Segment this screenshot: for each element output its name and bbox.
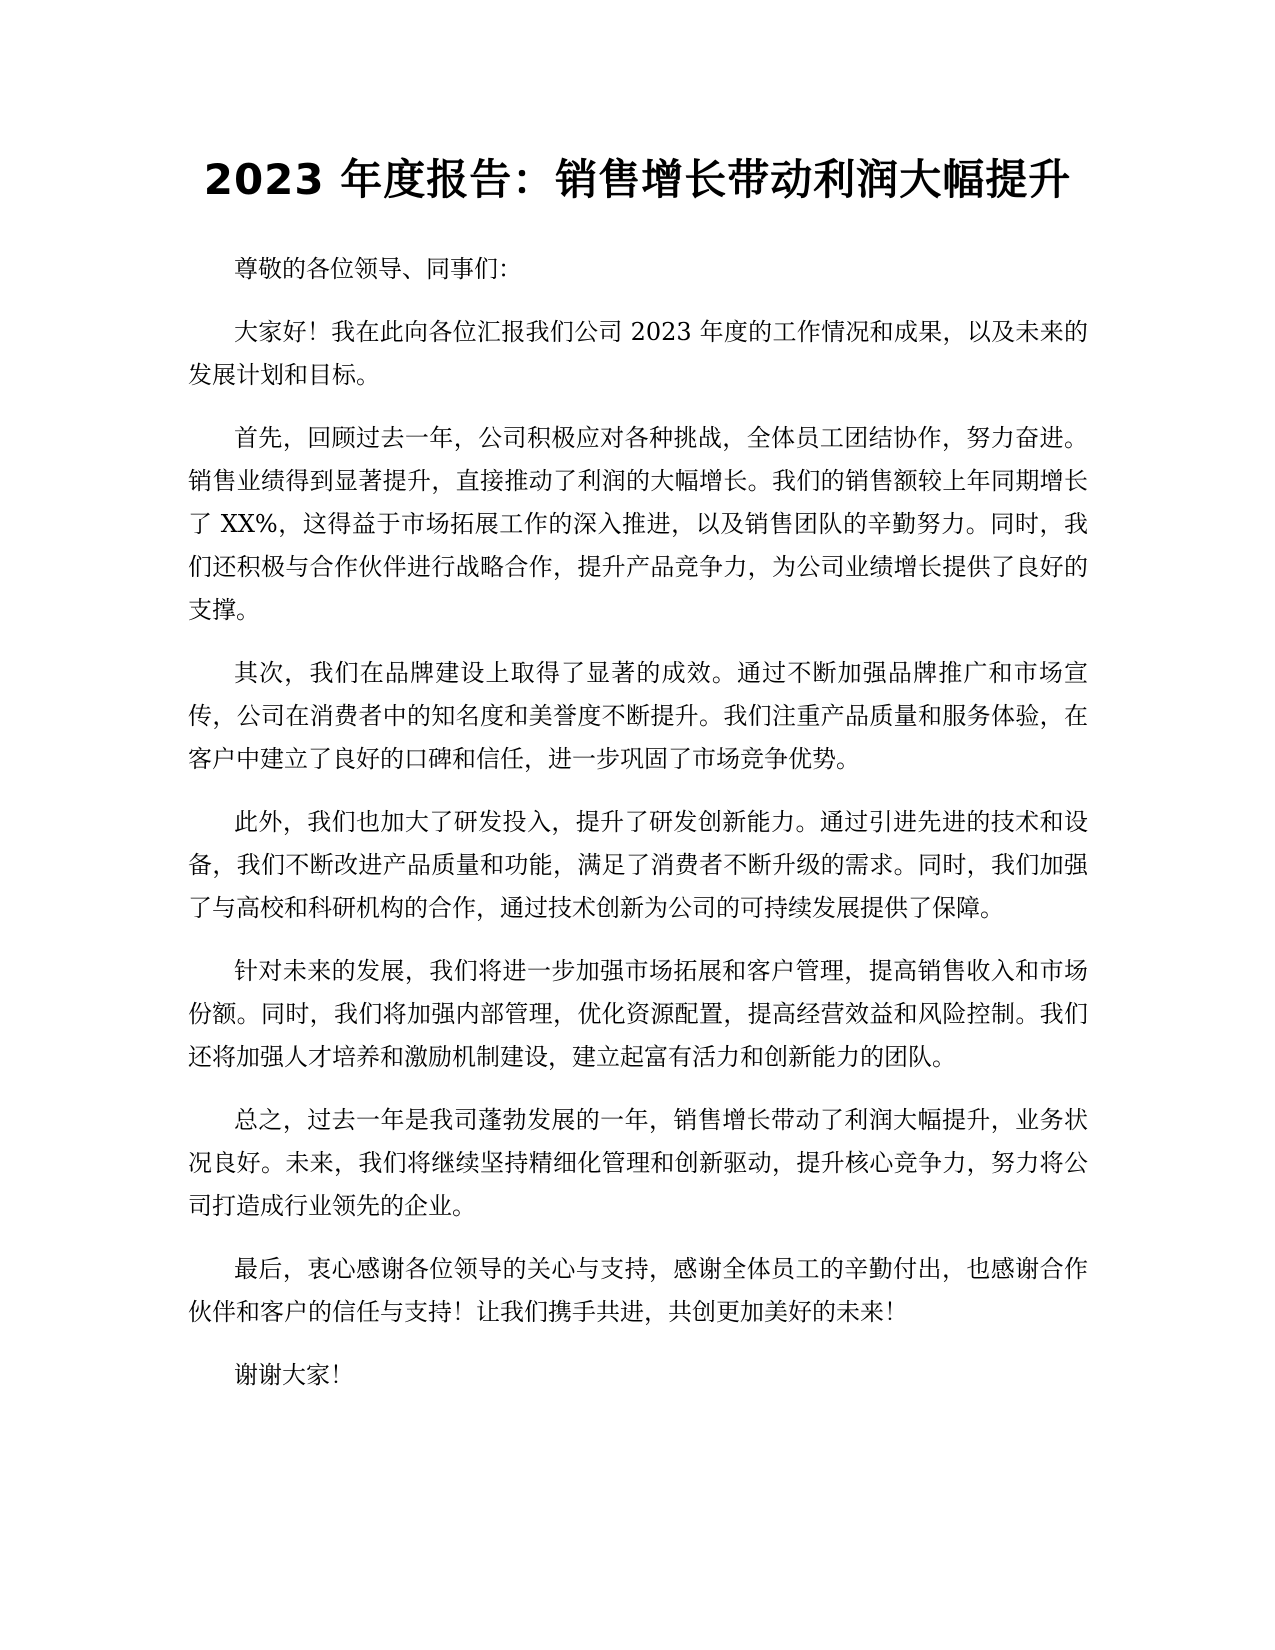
paragraph-sales-review: 首先，回顾过去一年，公司积极应对各种挑战，全体员工团结协作，努力奋进。销售业绩得到显著提升，直接推动了利润的大幅增长。我们的销售额较上年同期增长了 XX%，这得益于市场拓展工作的深入推进，以及销售团队的辛勤努力。同时，我们还积极与合作伙伴进行战略合作，提升产品竞争力，为公司业绩增长提供了良好的支撑。	[188, 424, 1088, 624]
paragraph-rnd: 此外，我们也加大了研发投入，提升了研发创新能力。通过引进先进的技术和设备，我们不断改进产品质量和功能，满足了消费者不断升级的需求。同时，我们加强了与高校和科研机构的合作，通过技术创新为公司的可持续发展提供了保障。	[188, 808, 1088, 922]
document-title: 2023 年度报告：销售增长带动利润大幅提升	[203, 155, 1072, 204]
paragraph-greeting: 大家好！我在此向各位汇报我们公司 2023 年度的工作情况和成果，以及未来的发展计划和目标。	[188, 318, 1088, 389]
closing: 谢谢大家！	[234, 1361, 354, 1389]
paragraph-future: 针对未来的发展，我们将进一步加强市场拓展和客户管理，提高销售收入和市场份额。同时，我们将加强内部管理，优化资源配置，提高经营效益和风险控制。我们还将加强人才培养和激励机制建设，建立起富有活力和创新能力的团队。	[188, 957, 1088, 1071]
salutation: 尊敬的各位领导、同事们：	[234, 255, 522, 283]
paragraph-summary: 总之，过去一年是我司蓬勃发展的一年，销售增长带动了利润大幅提升，业务状况良好。未来，我们将继续坚持精细化管理和创新驱动，提升核心竞争力，努力将公司打造成行业领先的企业。	[188, 1106, 1088, 1220]
paragraph-thanks: 最后，衷心感谢各位领导的关心与支持，感谢全体员工的辛勤付出，也感谢合作伙伴和客户的信任与支持！让我们携手共进，共创更加美好的未来！	[188, 1255, 1088, 1326]
document-body	[188, 248, 1088, 1417]
paragraph-brand: 其次，我们在品牌建设上取得了显著的成效。通过不断加强品牌推广和市场宣传，公司在消费者中的知名度和美誉度不断提升。我们注重产品质量和服务体验，在客户中建立了良好的口碑和信任，进一步巩固了市场竞争优势。	[188, 659, 1088, 773]
